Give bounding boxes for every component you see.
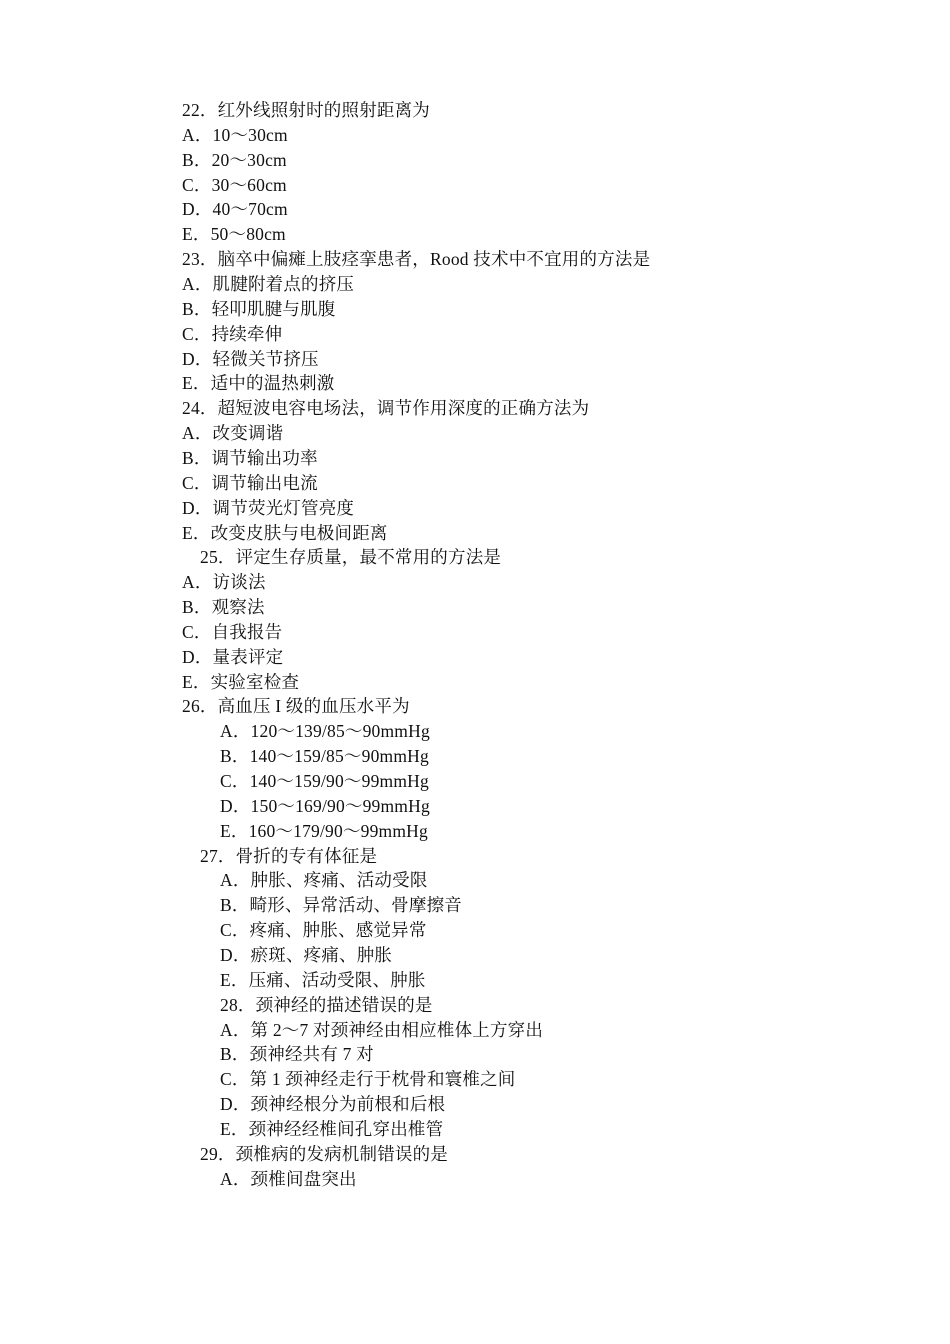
option-text: B．140～159/85～90mmHg — [220, 746, 429, 767]
option-text: E．160～179/90～99mmHg — [220, 820, 428, 841]
option-text: B．调节输出功率 — [182, 447, 318, 468]
option-text: A．120～139/85～90mmHg — [220, 721, 430, 742]
option-text: A．肌腱附着点的挤压 — [182, 274, 355, 294]
option-text: C．第 1 颈神经走行于枕骨和寰椎之间 — [220, 1069, 516, 1090]
option-text: D．40～70cm — [182, 199, 288, 220]
option-text: E．改变皮肤与电极间距离 — [182, 522, 388, 543]
option-text: A．颈椎间盘突出 — [220, 1168, 357, 1189]
option-text: E．实验室检查 — [182, 671, 300, 692]
option-text: E．压痛、活动受限、肿胀 — [220, 969, 426, 990]
option-text: D．调节荧光灯管亮度 — [182, 497, 355, 518]
option-text: B．观察法 — [182, 597, 265, 617]
option-text: E．适中的温热刺激 — [182, 373, 335, 394]
option-text: D．瘀斑、疼痛、肿胀 — [220, 944, 393, 965]
option-text: C．30～60cm — [182, 174, 287, 195]
option-text: E．50～80cm — [182, 224, 286, 245]
option-text: C．自我报告 — [182, 621, 283, 642]
question-text: 25．评定生存质量，最不常用的方法是 — [200, 547, 502, 568]
option-text: C．140～159/90～99mmHg — [220, 771, 429, 791]
option-text: B．颈神经共有 7 对 — [220, 1044, 374, 1065]
option-text: C．持续牵伸 — [182, 323, 283, 344]
option-text: D．150～169/90～99mmHg — [220, 795, 430, 816]
option-text: A．访谈法 — [182, 572, 266, 593]
option-text: A．改变调谐 — [182, 423, 284, 444]
option-text: A．第 2～7 对颈神经由相应椎体上方穿出 — [220, 1019, 544, 1040]
option-text: D．轻微关节挤压 — [182, 348, 319, 369]
option-text: A．肿胀、疼痛、活动受限 — [220, 870, 428, 891]
option-text: E．颈神经经椎间孔穿出椎管 — [220, 1118, 444, 1139]
option-text: C．调节输出电流 — [182, 472, 318, 493]
question-text: 23．脑卒中偏瘫上肢痉挛患者，Rood 技术中不宜用的方法是 — [182, 249, 651, 270]
option-text: A．10～30cm — [182, 124, 288, 145]
option-text: B．20～30cm — [182, 149, 287, 170]
question-text: 27．骨折的专有体征是 — [200, 845, 378, 866]
question-text: 29．颈椎病的发病机制错误的是 — [200, 1143, 448, 1164]
question-text: 28．颈神经的描述错误的是 — [220, 994, 433, 1015]
option-text: D．量表评定 — [182, 646, 284, 667]
option-text: D．颈神经根分为前根和后根 — [220, 1094, 446, 1114]
option-text: B．畸形、异常活动、骨摩擦音 — [220, 895, 462, 916]
question-text: 26．高血压 I 级的血压水平为 — [182, 696, 410, 717]
option-text: B．轻叩肌腱与肌腹 — [182, 298, 336, 319]
question-text: 24．超短波电容电场法，调节作用深度的正确方法为 — [182, 398, 590, 419]
option-text: C．疼痛、肿胀、感觉异常 — [220, 920, 427, 941]
question-text: 22．红外线照射时的照射距离为 — [182, 100, 430, 120]
